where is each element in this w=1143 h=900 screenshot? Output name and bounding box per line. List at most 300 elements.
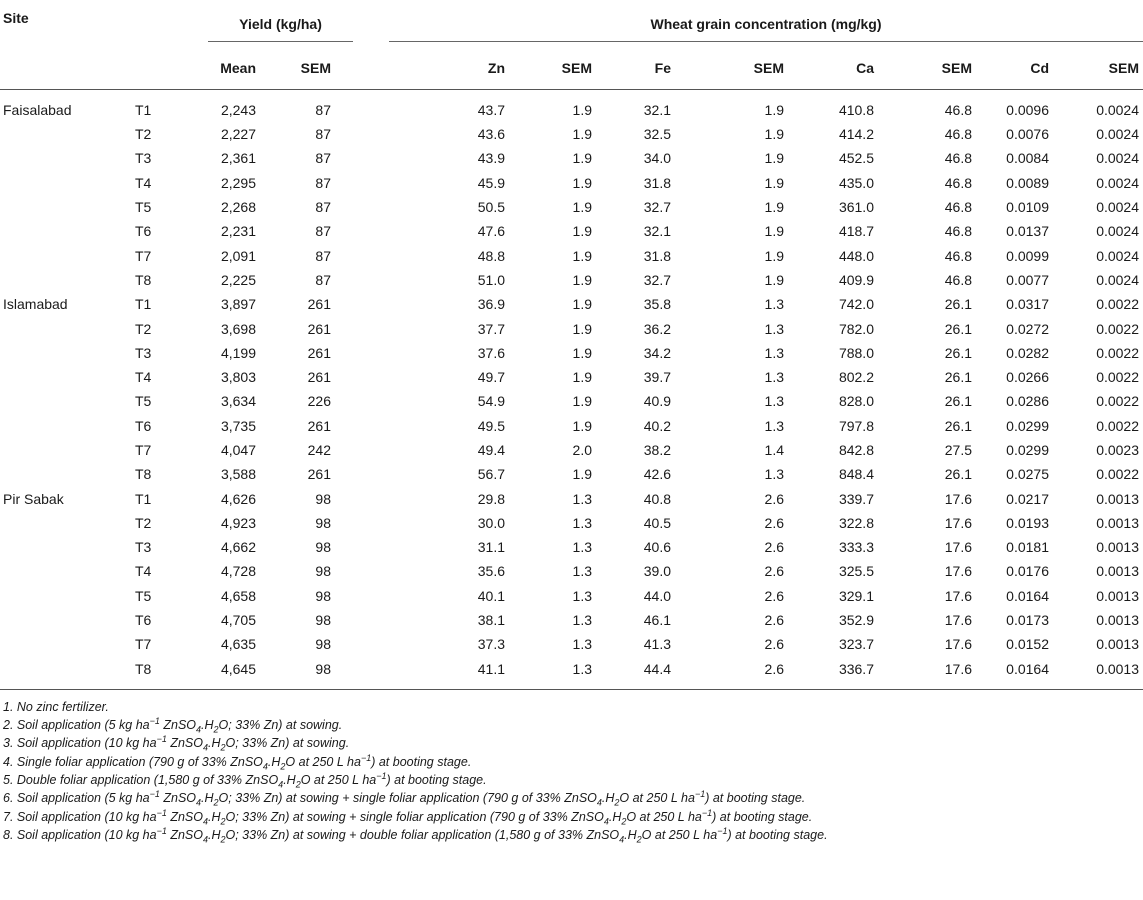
cell-fe-sem: 2.6 xyxy=(764,514,784,531)
cell-cd-sem: 0.0022 xyxy=(1096,393,1140,410)
cell-ca: 361.0 xyxy=(838,199,874,216)
cell-cd: 0.0076 xyxy=(1006,126,1049,143)
cell-zn-sem: 1.9 xyxy=(572,126,592,143)
cell-ca: 435.0 xyxy=(838,174,874,191)
cell-fe: 39.7 xyxy=(643,369,671,386)
cell-yield-sem: 98 xyxy=(315,636,331,653)
cell-fe: 35.8 xyxy=(643,296,671,313)
cell-ca-sem: 26.1 xyxy=(944,296,972,313)
cell-treatment: T5 xyxy=(135,587,152,604)
table-row xyxy=(0,219,1143,243)
cell-treatment: T6 xyxy=(135,417,152,434)
cell-yield-mean: 2,231 xyxy=(220,223,256,240)
cell-zn: 49.4 xyxy=(477,442,505,458)
header-yield-group xyxy=(198,0,353,47)
cell-ca-sem: 17.6 xyxy=(944,490,972,507)
cell-cd: 0.0299 xyxy=(1006,417,1049,434)
header-yield-label: Yield (kg/ha) xyxy=(208,6,353,42)
cell-site xyxy=(0,316,118,340)
header-zn: Zn xyxy=(487,60,505,76)
cell-cd-sem: 0.0024 xyxy=(1096,199,1140,216)
cell-yield-sem: 261 xyxy=(307,417,331,434)
table-row xyxy=(0,657,1143,690)
cell-zn: 40.1 xyxy=(477,587,505,604)
cell-zn: 45.9 xyxy=(477,174,505,191)
cell-site xyxy=(0,122,118,146)
cell-yield-sem: 98 xyxy=(315,660,331,677)
header-row-group xyxy=(0,0,1143,47)
table-row xyxy=(0,414,1143,438)
table-row xyxy=(0,90,1143,123)
cell-treatment: T4 xyxy=(135,563,152,580)
cell-yield-sem: 87 xyxy=(315,174,331,191)
cell-treatment: T3 xyxy=(135,539,152,556)
cell-fe: 44.0 xyxy=(643,587,671,604)
cell-ca-sem: 27.5 xyxy=(944,442,972,458)
table-row xyxy=(0,389,1143,413)
cell-treatment: T8 xyxy=(135,660,152,677)
cell-cd: 0.0181 xyxy=(1006,539,1049,556)
cell-yield-sem: 261 xyxy=(307,369,331,386)
footnote-item: 5. Double foliar application (1,580 g of 33% $ZnSO_4.H_2O$ at 250 L $ha^{-1}$) at booting stage. xyxy=(3,770,487,790)
cell-yield-sem: 261 xyxy=(307,344,331,361)
cell-yield-mean: 4,626 xyxy=(220,490,256,507)
cell-yield-sem: 87 xyxy=(315,223,331,240)
table-row xyxy=(0,171,1143,195)
cell-fe-sem: 1.9 xyxy=(764,150,784,167)
cell-fe: 32.1 xyxy=(643,102,671,118)
header-row-columns xyxy=(0,47,1143,90)
cell-fe-sem: 1.9 xyxy=(764,223,784,240)
cell-yield-mean: 2,295 xyxy=(220,174,256,191)
cell-zn: 49.7 xyxy=(477,369,505,386)
cell-cd-sem: 0.0013 xyxy=(1096,660,1140,677)
cell-treatment: T4 xyxy=(135,369,152,386)
cell-zn-sem: 1.3 xyxy=(572,563,592,580)
cell-cd-sem: 0.0013 xyxy=(1096,514,1140,531)
cell-zn-sem: 2.0 xyxy=(572,442,592,458)
table-row xyxy=(0,316,1143,340)
cell-fe: 39.0 xyxy=(643,563,671,580)
cell-cd-sem: 0.0024 xyxy=(1096,271,1140,288)
cell-yield-mean: 4,635 xyxy=(220,636,256,653)
footnote-item: 4. Single foliar application (790 g of 33% $ZnSO_4.H_2O$ at 250 L $ha^{-1}$) at booting stage. xyxy=(3,752,472,772)
cell-treatment: T2 xyxy=(135,320,152,337)
cell-fe: 44.4 xyxy=(643,660,671,677)
cell-fe: 34.0 xyxy=(643,150,671,167)
cell-zn: 30.0 xyxy=(477,514,505,531)
table-row xyxy=(0,535,1143,559)
cell-cd: 0.0193 xyxy=(1006,514,1049,531)
cell-yield-mean: 4,728 xyxy=(220,563,256,580)
cell-zn: 48.8 xyxy=(477,247,505,264)
cell-fe-sem: 2.6 xyxy=(764,563,784,580)
cell-ca-sem: 26.1 xyxy=(944,466,972,483)
cell-fe-sem: 1.9 xyxy=(764,126,784,143)
cell-ca-sem: 46.8 xyxy=(944,126,972,143)
cell-ca: 325.5 xyxy=(838,563,874,580)
cell-site xyxy=(0,511,118,535)
cell-treatment: T1 xyxy=(135,102,152,118)
cell-site xyxy=(0,657,118,690)
cell-cd-sem: 0.0013 xyxy=(1096,539,1140,556)
cell-fe-sem: 1.4 xyxy=(764,442,784,458)
cell-fe: 42.6 xyxy=(643,466,671,483)
cell-ca: 410.8 xyxy=(838,102,874,118)
cell-fe: 40.2 xyxy=(643,417,671,434)
cell-ca: 828.0 xyxy=(838,393,874,410)
footnote-item: 8. Soil application (10 kg $ha^{-1}$ $ZnSO_4.H_2O$; 33% Zn) at sowing + double foliar application (1,580 g of 33% $ZnSO_4.H_2O$ at 250 L $ha^{-1}$) at booting stage. xyxy=(3,825,828,845)
cell-fe-sem: 2.6 xyxy=(764,612,784,629)
footnote-item: 2. Soil application (5 kg $ha^{-1}$ $ZnSO_4.H_2O$; 33% Zn) at sowing. xyxy=(3,715,343,735)
cell-ca-sem: 17.6 xyxy=(944,539,972,556)
cell-site: Islamabad xyxy=(3,296,68,313)
cell-site xyxy=(0,243,118,267)
cell-treatment: T1 xyxy=(135,490,152,507)
cell-fe-sem: 1.3 xyxy=(764,393,784,410)
cell-ca-sem: 26.1 xyxy=(944,393,972,410)
cell-zn-sem: 1.3 xyxy=(572,490,592,507)
header-yield-sem: SEM xyxy=(300,60,331,76)
cell-ca-sem: 17.6 xyxy=(944,587,972,604)
cell-yield-sem: 98 xyxy=(315,490,331,507)
cell-ca: 418.7 xyxy=(838,223,874,240)
cell-cd: 0.0137 xyxy=(1006,223,1049,240)
table-row xyxy=(0,195,1143,219)
cell-cd: 0.0173 xyxy=(1006,612,1049,629)
table-row xyxy=(0,559,1143,583)
cell-site xyxy=(0,632,118,656)
footnote-item: 1. No zinc fertilizer. xyxy=(3,699,109,714)
cell-fe-sem: 1.9 xyxy=(764,271,784,288)
cell-treatment: T5 xyxy=(135,393,152,410)
cell-yield-mean: 4,705 xyxy=(220,612,256,629)
cell-cd: 0.0096 xyxy=(1006,102,1049,118)
cell-ca-sem: 46.8 xyxy=(944,174,972,191)
cell-ca: 448.0 xyxy=(838,247,874,264)
cell-zn-sem: 1.9 xyxy=(572,174,592,191)
cell-ca: 802.2 xyxy=(838,369,874,386)
header-concentration-label: Wheat grain concentration (mg/kg) xyxy=(389,6,1143,42)
cell-yield-mean: 4,662 xyxy=(220,539,256,556)
table-row xyxy=(0,146,1143,170)
header-mean: Mean xyxy=(220,60,256,76)
cell-cd: 0.0272 xyxy=(1006,320,1049,337)
cell-cd-sem: 0.0022 xyxy=(1096,417,1140,434)
cell-yield-mean: 2,243 xyxy=(220,102,256,118)
cell-site xyxy=(0,559,118,583)
cell-cd: 0.0164 xyxy=(1006,587,1049,604)
cell-fe: 31.8 xyxy=(643,247,671,264)
cell-site xyxy=(0,535,118,559)
cell-zn-sem: 1.9 xyxy=(572,247,592,264)
cell-zn-sem: 1.3 xyxy=(572,587,592,604)
cell-fe-sem: 1.3 xyxy=(764,344,784,361)
cell-ca-sem: 26.1 xyxy=(944,320,972,337)
cell-site xyxy=(0,195,118,219)
cell-yield-sem: 226 xyxy=(307,393,331,410)
cell-yield-mean: 4,645 xyxy=(220,660,256,677)
cell-zn: 36.9 xyxy=(477,296,505,313)
cell-fe-sem: 1.3 xyxy=(764,417,784,434)
cell-ca: 339.7 xyxy=(838,490,874,507)
cell-zn-sem: 1.9 xyxy=(572,466,592,483)
cell-site xyxy=(0,341,118,365)
cell-ca-sem: 46.8 xyxy=(944,199,972,216)
cell-zn-sem: 1.9 xyxy=(572,393,592,410)
cell-zn: 43.6 xyxy=(477,126,505,143)
cell-site xyxy=(0,462,118,486)
cell-zn: 49.5 xyxy=(477,417,505,434)
cell-ca: 333.3 xyxy=(838,539,874,556)
cell-fe-sem: 2.6 xyxy=(764,490,784,507)
cell-cd-sem: 0.0022 xyxy=(1096,344,1140,361)
cell-fe-sem: 2.6 xyxy=(764,660,784,677)
cell-ca: 329.1 xyxy=(838,587,874,604)
cell-cd-sem: 0.0022 xyxy=(1096,320,1140,337)
cell-zn: 47.6 xyxy=(477,223,505,240)
cell-cd-sem: 0.0013 xyxy=(1096,612,1140,629)
header-cd-sem: SEM xyxy=(1108,60,1140,76)
cell-site xyxy=(0,219,118,243)
cell-fe: 40.9 xyxy=(643,393,671,410)
cell-cd-sem: 0.0013 xyxy=(1096,636,1140,653)
cell-cd-sem: 0.0013 xyxy=(1096,490,1140,507)
cell-treatment: T7 xyxy=(135,442,152,458)
cell-treatment: T1 xyxy=(135,296,152,313)
cell-fe: 46.1 xyxy=(643,612,671,629)
cell-treatment: T7 xyxy=(135,247,152,264)
table-body xyxy=(0,90,1143,690)
cell-site xyxy=(0,268,118,292)
cell-ca-sem: 17.6 xyxy=(944,636,972,653)
cell-zn: 51.0 xyxy=(477,271,505,288)
cell-cd-sem: 0.0013 xyxy=(1096,563,1140,580)
cell-cd: 0.0286 xyxy=(1006,393,1049,410)
cell-cd: 0.0164 xyxy=(1006,660,1049,677)
table-row xyxy=(0,243,1143,267)
cell-cd-sem: 0.0024 xyxy=(1096,223,1140,240)
cell-fe: 34.2 xyxy=(643,344,671,361)
cell-fe: 32.7 xyxy=(643,199,671,216)
cell-cd-sem: 0.0024 xyxy=(1096,247,1140,264)
cell-site xyxy=(0,389,118,413)
table-row xyxy=(0,292,1143,316)
cell-ca: 323.7 xyxy=(838,636,874,653)
cell-zn: 29.8 xyxy=(477,490,505,507)
cell-yield-sem: 87 xyxy=(315,199,331,216)
cell-zn: 41.1 xyxy=(477,660,505,677)
footnotes xyxy=(0,698,1143,844)
cell-cd-sem: 0.0013 xyxy=(1096,587,1140,604)
cell-ca-sem: 46.8 xyxy=(944,223,972,240)
cell-cd: 0.0217 xyxy=(1006,490,1049,507)
cell-zn: 37.6 xyxy=(477,344,505,361)
table-row xyxy=(0,268,1143,292)
cell-yield-mean: 4,047 xyxy=(220,442,256,458)
cell-fe: 31.8 xyxy=(643,174,671,191)
cell-yield-sem: 87 xyxy=(315,126,331,143)
cell-treatment: T6 xyxy=(135,223,152,240)
cell-fe-sem: 1.9 xyxy=(764,102,784,118)
cell-fe-sem: 2.6 xyxy=(764,636,784,653)
cell-cd: 0.0266 xyxy=(1006,369,1049,386)
cell-ca-sem: 17.6 xyxy=(944,660,972,677)
cell-zn: 37.7 xyxy=(477,320,505,337)
cell-yield-sem: 98 xyxy=(315,612,331,629)
cell-site: Pir Sabak xyxy=(3,490,64,507)
cell-yield-sem: 261 xyxy=(307,320,331,337)
cell-fe-sem: 1.3 xyxy=(764,466,784,483)
cell-cd: 0.0152 xyxy=(1006,636,1049,653)
cell-yield-sem: 87 xyxy=(315,247,331,264)
cell-ca-sem: 17.6 xyxy=(944,563,972,580)
cell-yield-mean: 3,634 xyxy=(220,393,256,410)
cell-fe-sem: 2.6 xyxy=(764,539,784,556)
cell-yield-mean: 2,225 xyxy=(220,271,256,288)
cell-fe: 38.2 xyxy=(643,442,671,458)
cell-ca: 797.8 xyxy=(838,417,874,434)
table-row xyxy=(0,632,1143,656)
cell-ca-sem: 17.6 xyxy=(944,514,972,531)
cell-ca-sem: 46.8 xyxy=(944,271,972,288)
cell-site xyxy=(0,171,118,195)
cell-ca: 409.9 xyxy=(838,271,874,288)
header-site: Site xyxy=(3,10,29,26)
cell-yield-mean: 3,803 xyxy=(220,369,256,386)
cell-cd: 0.0299 xyxy=(1006,442,1049,458)
cell-fe: 32.5 xyxy=(643,126,671,143)
cell-treatment: T7 xyxy=(135,636,152,653)
cell-cd-sem: 0.0024 xyxy=(1096,174,1140,191)
cell-yield-mean: 4,199 xyxy=(220,344,256,361)
cell-yield-sem: 98 xyxy=(315,514,331,531)
table-row xyxy=(0,122,1143,146)
cell-zn-sem: 1.3 xyxy=(572,612,592,629)
table-row xyxy=(0,511,1143,535)
cell-yield-mean: 3,588 xyxy=(220,466,256,483)
cell-zn-sem: 1.9 xyxy=(572,320,592,337)
cell-yield-sem: 261 xyxy=(307,466,331,483)
cell-zn-sem: 1.9 xyxy=(572,199,592,216)
cell-ca-sem: 46.8 xyxy=(944,247,972,264)
cell-ca: 452.5 xyxy=(838,150,874,167)
header-cd: Cd xyxy=(1030,60,1049,76)
cell-treatment: T2 xyxy=(135,514,152,531)
cell-yield-sem: 242 xyxy=(307,442,331,458)
cell-yield-sem: 261 xyxy=(307,296,331,313)
cell-treatment: T8 xyxy=(135,466,152,483)
cell-zn-sem: 1.3 xyxy=(572,660,592,677)
cell-ca: 352.9 xyxy=(838,612,874,629)
cell-zn: 37.3 xyxy=(477,636,505,653)
cell-ca: 742.0 xyxy=(838,296,874,313)
table-row xyxy=(0,341,1143,365)
cell-zn-sem: 1.9 xyxy=(572,417,592,434)
cell-zn-sem: 1.3 xyxy=(572,514,592,531)
cell-zn-sem: 1.3 xyxy=(572,539,592,556)
cell-cd: 0.0282 xyxy=(1006,344,1049,361)
table-row xyxy=(0,608,1143,632)
cell-fe-sem: 2.6 xyxy=(764,587,784,604)
footnote-item: 7. Soil application (10 kg $ha^{-1}$ $ZnSO_4.H_2O$; 33% Zn) at sowing + single foliar application (790 g of 33% $ZnSO_4.H_2O$ at 250 L $ha^{-1}$) at booting stage. xyxy=(3,807,813,827)
cell-ca-sem: 26.1 xyxy=(944,417,972,434)
cell-treatment: T3 xyxy=(135,344,152,361)
cell-ca: 788.0 xyxy=(838,344,874,361)
header-fe: Fe xyxy=(654,60,671,76)
cell-fe: 40.6 xyxy=(643,539,671,556)
header-ca: Ca xyxy=(856,60,874,76)
cell-zn: 43.9 xyxy=(477,150,505,167)
cell-yield-mean: 3,698 xyxy=(220,320,256,337)
cell-fe: 40.8 xyxy=(643,490,671,507)
cell-zn: 43.7 xyxy=(477,102,505,118)
cell-ca: 336.7 xyxy=(838,660,874,677)
cell-cd-sem: 0.0023 xyxy=(1096,442,1140,458)
cell-cd-sem: 0.0022 xyxy=(1096,296,1140,313)
cell-zn: 56.7 xyxy=(477,466,505,483)
cell-ca: 414.2 xyxy=(838,126,874,143)
cell-site xyxy=(0,146,118,170)
cell-zn: 38.1 xyxy=(477,612,505,629)
cell-cd: 0.0089 xyxy=(1006,174,1049,191)
table-row xyxy=(0,365,1143,389)
cell-ca: 848.4 xyxy=(838,466,874,483)
cell-cd-sem: 0.0024 xyxy=(1096,150,1140,167)
cell-fe: 41.3 xyxy=(643,636,671,653)
table-row xyxy=(0,462,1143,486)
cell-zn-sem: 1.3 xyxy=(572,636,592,653)
cell-fe: 36.2 xyxy=(643,320,671,337)
cell-site xyxy=(0,608,118,632)
cell-ca: 322.8 xyxy=(838,514,874,531)
cell-cd-sem: 0.0022 xyxy=(1096,466,1140,483)
cell-zn-sem: 1.9 xyxy=(572,102,592,118)
cell-fe-sem: 1.9 xyxy=(764,199,784,216)
cell-yield-mean: 4,658 xyxy=(220,587,256,604)
cell-cd: 0.0176 xyxy=(1006,563,1049,580)
cell-zn-sem: 1.9 xyxy=(572,150,592,167)
cell-yield-mean: 4,923 xyxy=(220,514,256,531)
cell-site: Faisalabad xyxy=(3,102,72,118)
cell-fe-sem: 1.3 xyxy=(764,320,784,337)
cell-ca-sem: 46.8 xyxy=(944,150,972,167)
cell-site xyxy=(0,438,118,462)
cell-treatment: T3 xyxy=(135,150,152,167)
cell-ca-sem: 26.1 xyxy=(944,369,972,386)
cell-ca-sem: 46.8 xyxy=(944,102,972,118)
cell-fe: 40.5 xyxy=(643,514,671,531)
cell-fe-sem: 1.9 xyxy=(764,174,784,191)
cell-zn: 54.9 xyxy=(477,393,505,410)
cell-yield-sem: 98 xyxy=(315,587,331,604)
header-ca-sem: SEM xyxy=(941,60,972,76)
cell-site xyxy=(0,414,118,438)
cell-cd: 0.0099 xyxy=(1006,247,1049,264)
header-zn-sem: SEM xyxy=(561,60,592,76)
cell-fe-sem: 1.3 xyxy=(764,369,784,386)
cell-fe-sem: 1.3 xyxy=(764,296,784,313)
header-concentration-group xyxy=(353,0,1143,47)
cell-zn: 50.5 xyxy=(477,199,505,216)
cell-yield-sem: 98 xyxy=(315,539,331,556)
cell-cd: 0.0109 xyxy=(1006,199,1049,216)
cell-cd: 0.0077 xyxy=(1006,271,1049,288)
cell-fe: 32.1 xyxy=(643,223,671,240)
cell-yield-mean: 3,735 xyxy=(220,417,256,434)
cell-yield-mean: 2,227 xyxy=(220,126,256,143)
cell-zn: 31.1 xyxy=(477,539,505,556)
